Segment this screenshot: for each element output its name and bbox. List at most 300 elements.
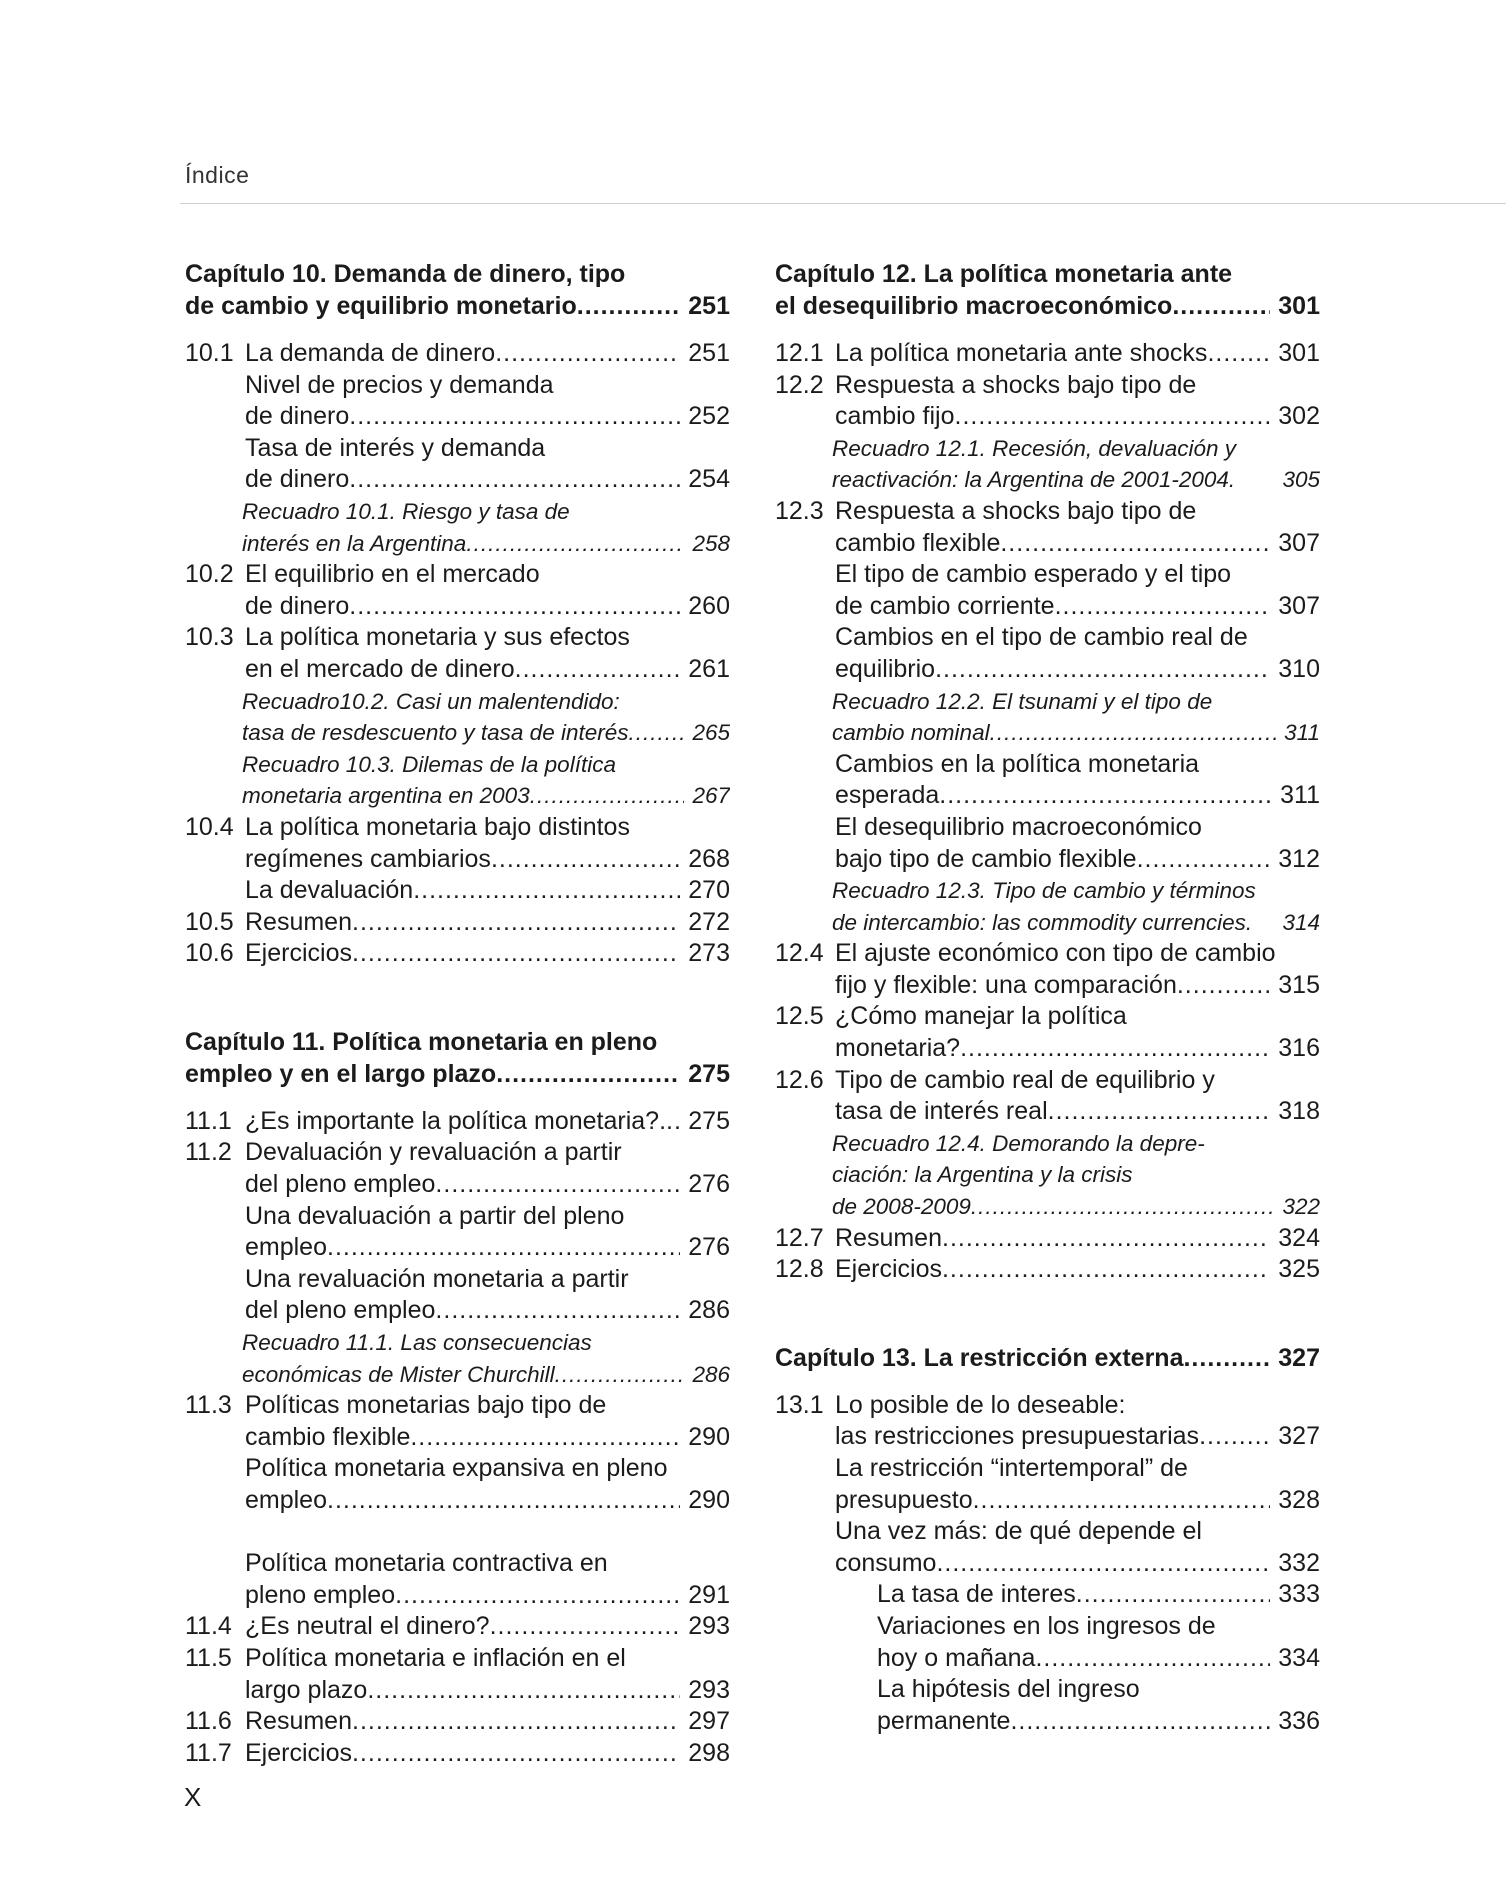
dot-leader bbox=[490, 1611, 681, 1643]
entry-title: Variaciones en los ingresos de bbox=[877, 1611, 1216, 1640]
subsection-entry bbox=[775, 812, 1320, 844]
entry-text-wrap bbox=[245, 1643, 730, 1675]
subsection-entry bbox=[185, 1264, 730, 1296]
dot-leader bbox=[515, 654, 681, 686]
entry-text-wrap bbox=[835, 370, 1320, 402]
entry-leader bbox=[245, 1201, 730, 1233]
entry-title: de intercambio: las commodity currencies. bbox=[832, 909, 1253, 935]
dot-leader bbox=[413, 875, 680, 907]
entry-title: de dinero bbox=[245, 402, 350, 431]
subsection-entry bbox=[185, 1548, 730, 1580]
entry-title: Cambios en el tipo de cambio real de bbox=[835, 623, 1248, 652]
entry-page: 286 bbox=[688, 1296, 730, 1325]
entry-page: 318 bbox=[1278, 1097, 1320, 1126]
entry-title: del pleno empleo bbox=[245, 1170, 436, 1199]
dot-leader bbox=[495, 338, 680, 370]
entry-text-wrap bbox=[242, 686, 730, 718]
entry-text-wrap bbox=[245, 622, 730, 654]
entry-title: equilibrio bbox=[835, 654, 936, 683]
entry-title: El ajuste económico con tipo de cambio bbox=[835, 939, 1276, 968]
entry-text-wrap bbox=[835, 1485, 1320, 1517]
section-number: 11.4 bbox=[185, 1612, 232, 1641]
toc-entries bbox=[775, 1390, 1320, 1738]
dot-leader bbox=[327, 1232, 680, 1264]
entry-leader bbox=[835, 1096, 1320, 1128]
entry-page: 275 bbox=[688, 1106, 730, 1135]
section-entry bbox=[775, 1001, 1320, 1033]
entry-title: Cambios en la política monetaria bbox=[835, 749, 1200, 778]
dot-leader bbox=[1137, 844, 1271, 876]
entry-text-wrap bbox=[835, 622, 1320, 654]
entry-text-wrap bbox=[245, 401, 730, 433]
section-number: 12.4 bbox=[775, 939, 824, 968]
subsection-entry bbox=[775, 591, 1320, 623]
entry-page: 260 bbox=[688, 591, 730, 620]
section-entry bbox=[775, 370, 1320, 402]
chapter-page: 327 bbox=[1278, 1343, 1320, 1372]
section-number: 10.1 bbox=[185, 339, 234, 367]
entry-text-wrap bbox=[242, 749, 730, 781]
entry-text-wrap bbox=[242, 717, 730, 749]
entry-text-wrap bbox=[245, 1106, 730, 1138]
dot-leader bbox=[530, 780, 685, 812]
entry-leader bbox=[877, 1643, 1320, 1675]
entry-text-wrap bbox=[242, 1327, 730, 1359]
entry-page: 261 bbox=[688, 654, 730, 683]
entry-text-wrap bbox=[835, 654, 1320, 686]
section-entry bbox=[775, 938, 1320, 970]
entry-leader bbox=[245, 907, 730, 939]
entry-leader bbox=[245, 370, 730, 402]
entry-page: 254 bbox=[688, 465, 730, 494]
entry-title: empleo bbox=[245, 1233, 327, 1262]
section-entry bbox=[775, 1390, 1320, 1422]
section-entry bbox=[185, 622, 730, 654]
recuadro-entry bbox=[775, 433, 1320, 465]
entry-title: Respuesta a shocks bajo tipo de bbox=[835, 370, 1197, 399]
entry-leader bbox=[835, 496, 1320, 528]
entry-text-wrap bbox=[835, 749, 1320, 781]
entry-title: El equilibrio en el mercado bbox=[245, 560, 540, 589]
entry-title: permanente bbox=[877, 1706, 1011, 1735]
dot-leader bbox=[1035, 1643, 1270, 1675]
entry-title: cambio flexible bbox=[835, 528, 1001, 557]
entry-page: 328 bbox=[1278, 1485, 1320, 1514]
entry-leader bbox=[242, 717, 730, 749]
entry-leader bbox=[245, 433, 730, 465]
subsection-entry bbox=[185, 1675, 730, 1707]
recuadro-entry bbox=[185, 749, 730, 781]
entry-leader bbox=[835, 591, 1320, 623]
entry-text-wrap bbox=[245, 338, 730, 370]
entry-text-wrap bbox=[245, 559, 730, 591]
section-entry bbox=[185, 1106, 730, 1138]
page-number: X bbox=[184, 1782, 202, 1812]
entry-leader bbox=[835, 654, 1320, 686]
chapter-heading bbox=[775, 258, 1320, 322]
dot-leader bbox=[955, 401, 1271, 433]
chapter-title-line: empleo y en el largo plazo bbox=[185, 1059, 497, 1088]
subsection-entry bbox=[775, 970, 1320, 1002]
entry-title: La restricción “intertemporal” de bbox=[835, 1454, 1188, 1482]
entry-page: 334 bbox=[1278, 1643, 1320, 1672]
entry-leader bbox=[832, 875, 1320, 907]
recuadro-entry bbox=[775, 1191, 1320, 1223]
entry-leader bbox=[245, 1548, 730, 1580]
entry-title: de 2008-2009 bbox=[832, 1194, 971, 1220]
entry-leader bbox=[245, 1453, 730, 1485]
header-rule bbox=[180, 203, 1506, 204]
entry-title: Resumen bbox=[245, 1707, 352, 1736]
recuadro-entry bbox=[185, 717, 730, 749]
subsection-entry bbox=[775, 401, 1320, 433]
subsection-entry bbox=[185, 875, 730, 907]
entry-title: Tipo de cambio real de equilibrio y bbox=[835, 1065, 1215, 1094]
chapter-page: 251 bbox=[688, 292, 730, 320]
entry-text-wrap bbox=[835, 780, 1320, 812]
entry-leader bbox=[242, 1359, 730, 1391]
entry-title: ¿Es importante la política monetaria?. bbox=[245, 1106, 667, 1135]
entry-text-wrap bbox=[245, 433, 730, 465]
section-number: 12.5 bbox=[775, 1002, 824, 1031]
subsection-entry bbox=[775, 1643, 1320, 1675]
entry-page: 302 bbox=[1278, 402, 1320, 431]
dot-leader bbox=[349, 464, 680, 496]
entry-leader bbox=[245, 622, 730, 654]
entry-text-wrap bbox=[877, 1706, 1320, 1738]
chapter-page: 275 bbox=[688, 1059, 730, 1088]
entry-title: Política monetaria e inflación en el bbox=[245, 1643, 626, 1672]
entry-text-wrap bbox=[832, 907, 1320, 939]
entry-leader bbox=[242, 686, 730, 718]
entry-leader bbox=[877, 1579, 1320, 1611]
entry-leader bbox=[245, 1738, 730, 1770]
dot-leader bbox=[555, 1359, 685, 1391]
subsection-entry bbox=[185, 591, 730, 623]
section-number: 12.8 bbox=[775, 1255, 824, 1284]
entry-page: 286 bbox=[692, 1361, 730, 1387]
entry-title: de dinero bbox=[245, 591, 350, 620]
entry-title: Recuadro 12.3. Tipo de cambio y términos bbox=[832, 878, 1256, 904]
entry-leader bbox=[245, 1169, 730, 1201]
entry-page: 324 bbox=[1278, 1223, 1320, 1252]
entry-title: de dinero bbox=[245, 465, 350, 494]
recuadro-entry bbox=[185, 686, 730, 718]
entry-text-wrap bbox=[245, 812, 730, 844]
entry-page: 333 bbox=[1278, 1580, 1320, 1609]
entry-page: 327 bbox=[1278, 1422, 1320, 1451]
dot-leader bbox=[942, 1254, 1270, 1286]
dot-leader bbox=[666, 1106, 680, 1138]
section-entry bbox=[185, 338, 730, 370]
entry-title: las restricciones presupuestarias bbox=[835, 1422, 1200, 1451]
blank-line bbox=[185, 1517, 730, 1549]
entry-title: Recuadro 10.3. Dilemas de la política bbox=[242, 751, 616, 777]
entry-text-wrap bbox=[245, 844, 730, 876]
section-entry bbox=[775, 1223, 1320, 1255]
entry-title: fijo y flexible: una comparación bbox=[835, 970, 1177, 999]
entry-title: Recuadro 12.1. Recesión, devaluación y bbox=[832, 435, 1237, 461]
chapter-title-line: el desequilibrio macroeconómico bbox=[775, 292, 1173, 320]
subsection-entry bbox=[185, 1169, 730, 1201]
entry-text-wrap bbox=[835, 1390, 1320, 1422]
entry-text-wrap bbox=[245, 938, 730, 970]
subsection-entry bbox=[185, 1485, 730, 1517]
entry-text-wrap bbox=[835, 1421, 1320, 1453]
toc-entries bbox=[775, 338, 1320, 1286]
entry-text-wrap bbox=[245, 1548, 730, 1580]
entry-leader bbox=[832, 907, 1320, 939]
entry-leader bbox=[245, 1580, 730, 1612]
entry-leader bbox=[245, 401, 730, 433]
dot-leader bbox=[1048, 1096, 1271, 1128]
entry-page: 251 bbox=[688, 339, 730, 367]
dot-leader bbox=[435, 1169, 680, 1201]
dot-leader bbox=[435, 1295, 680, 1327]
entry-text-wrap bbox=[832, 875, 1320, 907]
entry-text-wrap bbox=[245, 1295, 730, 1327]
dot-leader bbox=[1076, 1579, 1271, 1611]
entry-title: pleno empleo bbox=[245, 1580, 396, 1609]
entry-title: cambio nominal bbox=[832, 720, 990, 746]
subsection-entry bbox=[775, 749, 1320, 781]
subsection-entry bbox=[185, 1295, 730, 1327]
entry-title: presupuesto bbox=[835, 1485, 973, 1514]
entry-leader bbox=[242, 528, 730, 560]
entry-title: Ejercicios bbox=[245, 939, 352, 968]
entry-title: El tipo de cambio esperado y el tipo bbox=[835, 560, 1232, 589]
subsection-entry bbox=[775, 1611, 1320, 1643]
chapter-heading bbox=[185, 1026, 730, 1090]
entry-leader bbox=[245, 1264, 730, 1296]
chapter-heading bbox=[185, 258, 730, 322]
entry-leader bbox=[832, 1159, 1320, 1191]
entry-text-wrap bbox=[835, 970, 1320, 1002]
dot-leader bbox=[410, 1422, 680, 1454]
entry-text-wrap bbox=[835, 1223, 1320, 1255]
chapter-title-line: Capítulo 11. Política monetaria en pleno bbox=[185, 1027, 658, 1056]
entry-text-wrap bbox=[242, 780, 730, 812]
section-entry bbox=[185, 907, 730, 939]
entry-text-wrap bbox=[245, 1264, 730, 1296]
entry-text-wrap bbox=[245, 1675, 730, 1707]
recuadro-entry bbox=[775, 717, 1320, 749]
dot-leader bbox=[577, 290, 681, 322]
entry-title: Tasa de interés y demanda bbox=[245, 433, 546, 462]
entry-leader bbox=[245, 844, 730, 876]
entry-page: 311 bbox=[1280, 781, 1320, 810]
entry-title: interés en la Argentina bbox=[242, 530, 467, 556]
dot-leader bbox=[466, 528, 684, 560]
entry-title: económicas de Mister Churchill bbox=[242, 1361, 555, 1387]
entry-title: Recuadro 12.4. Demorando la depre- bbox=[832, 1130, 1205, 1156]
entry-text-wrap bbox=[877, 1579, 1320, 1611]
entry-text-wrap bbox=[245, 1201, 730, 1233]
recuadro-entry bbox=[185, 1327, 730, 1359]
subsection-entry bbox=[185, 1580, 730, 1612]
dot-leader bbox=[935, 654, 1270, 686]
entry-page: 265 bbox=[692, 720, 730, 746]
entry-text-wrap bbox=[835, 844, 1320, 876]
dot-leader bbox=[352, 907, 680, 939]
entry-page: 312 bbox=[1278, 844, 1320, 873]
chapter-title-leader bbox=[775, 290, 1320, 322]
entry-leader bbox=[245, 812, 730, 844]
dot-leader bbox=[973, 1485, 1271, 1517]
entry-page: 310 bbox=[1278, 654, 1320, 683]
entry-title: Resumen bbox=[835, 1223, 942, 1252]
dot-leader bbox=[327, 1485, 680, 1517]
entry-leader bbox=[835, 370, 1320, 402]
entry-text-wrap bbox=[835, 812, 1320, 844]
entry-text-wrap bbox=[835, 1065, 1320, 1097]
subsection-entry bbox=[775, 1516, 1320, 1548]
recuadro-entry bbox=[775, 875, 1320, 907]
dot-leader bbox=[1055, 591, 1271, 623]
entry-title: bajo tipo de cambio flexible bbox=[835, 844, 1137, 873]
entry-leader bbox=[835, 812, 1320, 844]
entry-title: Recuadro 10.1. Riesgo y tasa de bbox=[242, 498, 570, 524]
entry-leader bbox=[835, 622, 1320, 654]
recuadro-entry bbox=[185, 780, 730, 812]
section-entry bbox=[775, 1254, 1320, 1286]
entry-text-wrap bbox=[245, 1422, 730, 1454]
entry-text-wrap bbox=[245, 1453, 730, 1485]
entry-text-wrap bbox=[245, 907, 730, 939]
entry-leader bbox=[835, 338, 1320, 370]
toc-column-left bbox=[185, 258, 730, 1769]
entry-leader bbox=[835, 1485, 1320, 1517]
entry-title: La hipótesis del ingreso bbox=[877, 1675, 1140, 1704]
entry-leader bbox=[835, 970, 1320, 1002]
entry-text-wrap bbox=[832, 464, 1320, 496]
entry-page: 307 bbox=[1278, 591, 1320, 620]
entry-title: esperada bbox=[835, 781, 940, 810]
entry-text-wrap bbox=[242, 528, 730, 560]
entry-title: Política monetaria expansiva en pleno bbox=[245, 1454, 668, 1483]
running-header: Índice bbox=[185, 162, 250, 188]
entry-leader bbox=[835, 1065, 1320, 1097]
entry-title: Política monetaria contractiva en bbox=[245, 1549, 608, 1578]
entry-title: Ejercicios bbox=[245, 1738, 352, 1767]
entry-leader bbox=[835, 1033, 1320, 1065]
entry-page: 332 bbox=[1278, 1548, 1320, 1577]
section-number: 13.1 bbox=[775, 1390, 824, 1419]
entry-title: cambio fijo bbox=[835, 402, 955, 431]
recuadro-entry bbox=[775, 686, 1320, 718]
entry-leader bbox=[832, 717, 1320, 749]
chapter-page: 301 bbox=[1278, 292, 1320, 320]
entry-page: 252 bbox=[688, 402, 730, 431]
section-entry bbox=[775, 496, 1320, 528]
entry-text-wrap bbox=[877, 1611, 1320, 1643]
entry-leader bbox=[245, 1675, 730, 1707]
entry-text-wrap bbox=[245, 1137, 730, 1169]
entry-text-wrap bbox=[245, 654, 730, 686]
chapter-title-line: Capítulo 13. La restricción externa bbox=[775, 1343, 1184, 1372]
entry-title: Recuadro10.2. Casi un malentendido: bbox=[242, 688, 620, 714]
entry-leader bbox=[245, 1232, 730, 1264]
chapter-title-leader bbox=[185, 290, 730, 322]
section-entry bbox=[185, 1706, 730, 1738]
entry-leader bbox=[245, 875, 730, 907]
entry-title: La devaluación bbox=[245, 876, 414, 905]
recuadro-entry bbox=[185, 496, 730, 528]
section-entry bbox=[185, 812, 730, 844]
entry-leader bbox=[835, 401, 1320, 433]
recuadro-entry bbox=[185, 1359, 730, 1391]
subsection-entry bbox=[185, 433, 730, 465]
section-number: 12.3 bbox=[775, 496, 824, 525]
chapter-title-leader bbox=[775, 1342, 1320, 1374]
entry-leader bbox=[835, 559, 1320, 591]
subsection-entry bbox=[185, 370, 730, 402]
section-number: 11.3 bbox=[185, 1391, 232, 1420]
entry-text-wrap bbox=[245, 1390, 730, 1422]
entry-text-wrap bbox=[835, 1096, 1320, 1128]
entry-leader bbox=[242, 496, 730, 528]
entry-leader bbox=[245, 1643, 730, 1675]
subsection-entry bbox=[775, 1706, 1320, 1738]
entry-title: Nivel de precios y demanda bbox=[245, 370, 554, 399]
dot-leader bbox=[1010, 1706, 1270, 1738]
entry-page: 316 bbox=[1278, 1034, 1320, 1063]
entry-title: Políticas monetarias bajo tipo de bbox=[245, 1391, 607, 1420]
entry-page: 305 bbox=[1282, 467, 1320, 493]
recuadro-entry bbox=[185, 528, 730, 560]
entry-text-wrap bbox=[832, 686, 1320, 718]
entry-text-wrap bbox=[835, 528, 1320, 560]
entry-leader bbox=[242, 749, 730, 781]
entry-text-wrap bbox=[242, 1359, 730, 1391]
dot-leader bbox=[990, 717, 1277, 749]
subsection-entry bbox=[775, 1453, 1320, 1485]
entry-page: 267 bbox=[692, 783, 730, 809]
recuadro-entry bbox=[775, 1159, 1320, 1191]
dot-leader bbox=[349, 401, 680, 433]
entry-leader bbox=[835, 1548, 1320, 1580]
entry-title: reactivación: la Argentina de 2001-2004. bbox=[832, 467, 1236, 493]
dot-leader bbox=[629, 717, 685, 749]
entry-page: 290 bbox=[688, 1422, 730, 1451]
entry-leader bbox=[245, 938, 730, 970]
entry-page: 291 bbox=[688, 1580, 730, 1609]
entry-text-wrap bbox=[835, 1548, 1320, 1580]
entry-text-wrap bbox=[242, 496, 730, 528]
entry-page: 336 bbox=[1278, 1706, 1320, 1735]
dot-leader bbox=[942, 1223, 1270, 1255]
entry-text-wrap bbox=[832, 717, 1320, 749]
entry-title: Una revaluación monetaria a partir bbox=[245, 1264, 629, 1293]
entry-text-wrap bbox=[245, 1485, 730, 1517]
spacer bbox=[775, 1286, 1320, 1342]
entry-page: 325 bbox=[1278, 1255, 1320, 1284]
subsection-entry bbox=[775, 1421, 1320, 1453]
entry-text-wrap bbox=[835, 938, 1320, 970]
subsection-entry bbox=[775, 622, 1320, 654]
subsection-entry bbox=[775, 1485, 1320, 1517]
entry-leader bbox=[832, 1128, 1320, 1160]
entry-page: 268 bbox=[688, 844, 730, 873]
section-number: 11.6 bbox=[185, 1707, 232, 1736]
dot-leader bbox=[349, 591, 680, 623]
entry-leader bbox=[835, 1453, 1320, 1485]
entry-page: 298 bbox=[688, 1738, 730, 1767]
recuadro-entry bbox=[775, 907, 1320, 939]
toc-entries bbox=[185, 1106, 730, 1769]
entry-text-wrap bbox=[245, 591, 730, 623]
entry-leader bbox=[832, 1191, 1320, 1223]
